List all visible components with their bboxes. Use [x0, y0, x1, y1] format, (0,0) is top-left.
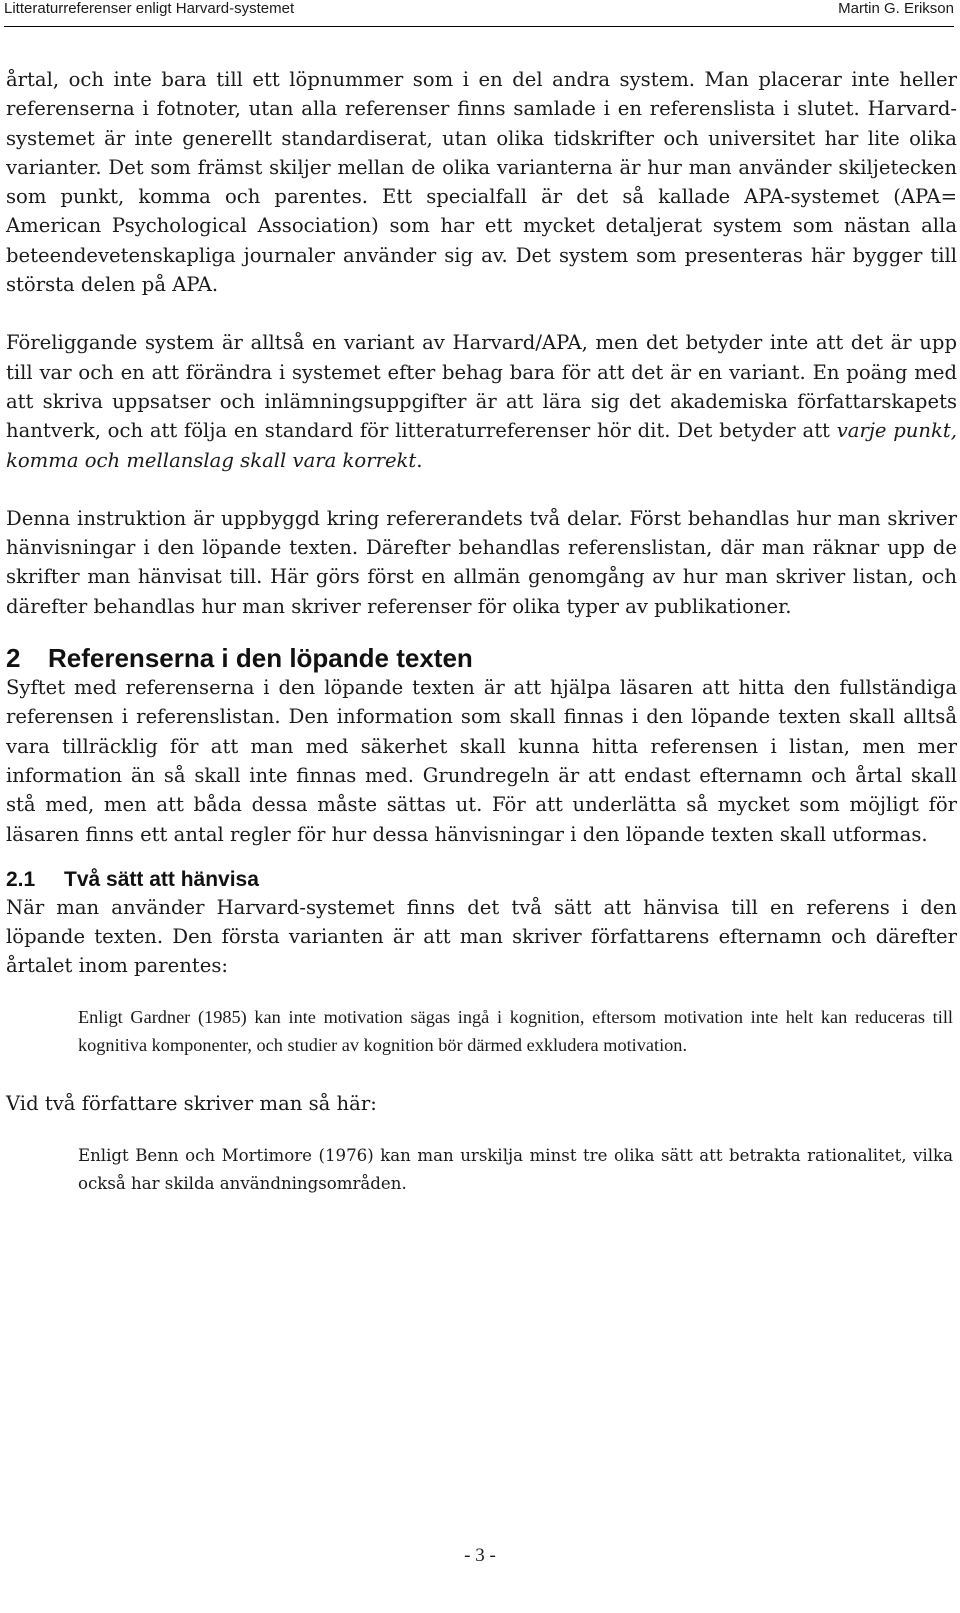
section-title: Referenserna i den löpande texten — [48, 643, 473, 674]
subsection-number: 2.1 — [6, 867, 36, 891]
section-heading — [6, 621, 957, 673]
example-quote-benn-mortimore: Enligt Benn och Mortimore (1976) kan man urskilja minst tre olika sätt att betrakta rationalitet, vilka också har skilda användningsområden. — [78, 1146, 953, 1194]
header-document-title: Litteraturreferenser enligt Harvard-systemet — [4, 0, 295, 17]
page-header — [4, 0, 954, 27]
paragraph-subsection-body: När man använder Harvard-systemet finns det två sätt att hänvisa till en referens i den löpande texten. Den första varianten är att man skriver författarens efternamn och därefter årtalet inom parentes: — [6, 895, 957, 978]
paragraph-instruction-structure: Denna instruktion är uppbyggd kring refererandets två delar. Först behandlas hur man skriver hänvisningar i den löpande texten. Därefter behandlas referenslistan, där man räknar upp de skrifter man hänvisat till. Här görs först en allmän genomgång av hur man skriver listan, och därefter behandlas hur man skriver referenser för olika typer av publikationer. — [6, 506, 957, 618]
subsection-heading — [6, 849, 957, 893]
emphasis-text: varje punkt, komma och mellanslag skall vara korrekt — [6, 419, 958, 472]
paragraph-harvard-overview: årtal, och inte bara till ett löpnummer som i en del andra system. Man placerar inte heller referenserna i fotnoter, utan alla referenser finns samlade i en referenslista i slutet. Harvard-systemet är inte generellt standardiserat, utan olika tidskrifter och universitet har lite olika varianter. Det som främst skiljer mellan de olika varianterna är hur man använder skiljetecken som punkt, komma och parentes. Ett specialfall är det så kallade APA-systemet (APA= American Psychological Association) som har ett mycket detaljerat system som nästan alla beteendevetenskapliga journaler använder sig av. Det system som presenteras här bygger till största delen på APA. — [6, 68, 957, 297]
paragraph-variant-end: . — [416, 448, 423, 472]
section-number: 2 — [6, 643, 21, 674]
example-quote-gardner: Enligt Gardner (1985) kan inte motivation sägas ingå i kognition, eftersom motivation inte helt kan reduceras till kognitiva komponenter, och studier av kognition bör därmed exkludera motivation. — [78, 1006, 953, 1055]
page-number: - 3 - — [464, 1545, 496, 1566]
page-content — [6, 65, 957, 1198]
paragraph-section-body: Syftet med referenserna i den löpande texten är att hjälpa läsaren att hitta den fullständiga referensen i referenslistan. Den information som skall finnas i den löpande texten skall alltså vara tillräcklig för att man med säkerhet skall kunna hitta referensen i listan, men mer information än så skall inte finnas med. Grundregeln är att endast efternamn och årtal skall stå med, men att båda dessa måste sättas ut. För att underlätta så mycket som möjligt för läsaren finns ett antal regler för hur dessa hänvisningar i den löpande texten skall utformas. — [6, 676, 957, 846]
paragraph-variant-note — [6, 328, 957, 474]
subsection-title: Två sätt att hänvisa — [64, 867, 259, 891]
paragraph-two-authors: Vid två författare skriver man så här: — [6, 1091, 377, 1115]
paragraph-variant-text: Föreliggande system är alltså en variant av Harvard/APA, men det betyder inte att det är upp till var och en att förändra i systemet efter behag bara för att det är en variant. En poäng med att skriva uppsatser och inlämningsuppgifter är att lära sig det akademiska författarskapets hantverk, och att följa en standard för litteraturreferenser hör dit. Det betyder att — [6, 331, 957, 443]
header-author: Martin G. Erikson — [838, 0, 954, 17]
